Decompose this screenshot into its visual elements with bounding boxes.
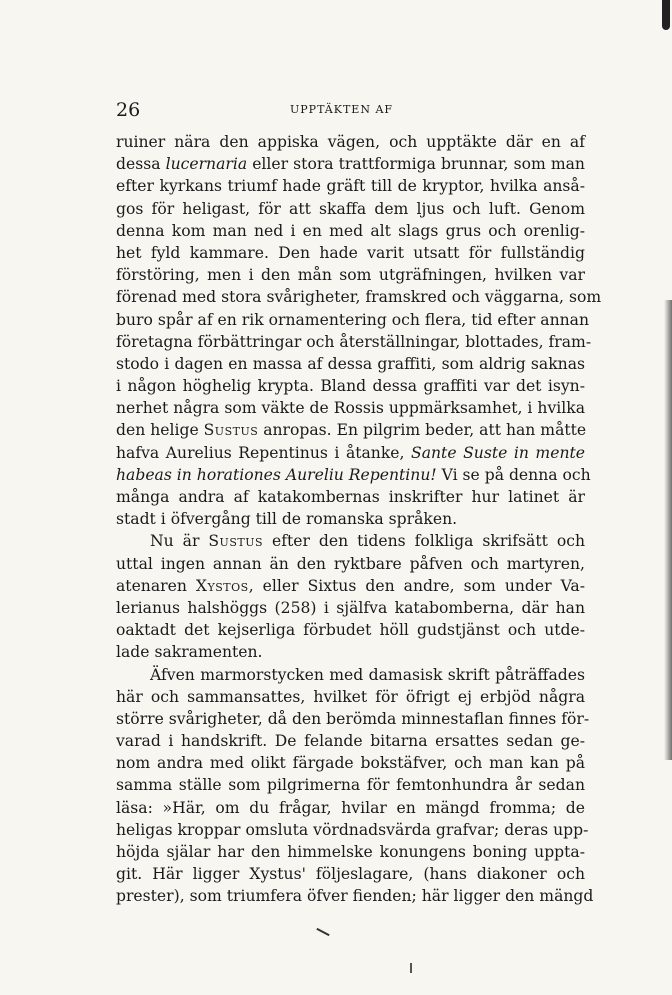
text-line <box>116 220 585 242</box>
text-line <box>116 774 585 796</box>
text-line <box>116 553 585 575</box>
small-caps-text: Sustus <box>203 421 259 440</box>
line-text: oaktadt det kejserliga förbudet höll gudstjänst och utde- <box>116 621 585 640</box>
italic-text: habeas in horationes Aureliu Repentinu! <box>116 465 437 484</box>
text-line <box>116 619 585 641</box>
scan-mark <box>410 963 412 973</box>
running-head: UPPTÄKTEN AF <box>290 103 394 116</box>
text-line <box>116 419 585 441</box>
text-line <box>116 508 585 530</box>
text-line <box>116 641 585 663</box>
italic-text: Sante Suste in mente <box>411 443 585 462</box>
line-text: företagna förbättringar och återställningar, blottades, fram- <box>116 332 592 351</box>
text-line <box>116 752 585 774</box>
line-text: många andra af katakombernas inskrifter hur latinet är <box>116 488 585 506</box>
small-caps-text: Sustus <box>208 532 264 551</box>
line-text: här och sammansattes, hvilket för öfrigt ej erbjöd några <box>116 687 585 706</box>
text-line <box>116 730 585 752</box>
text-line <box>116 264 585 286</box>
italic-text: lucernaria <box>165 155 248 174</box>
line-text: varad i handskrift. De felande bitarna ersattes sedan ge- <box>116 732 585 751</box>
text-line <box>116 841 585 863</box>
line-text: atenaren <box>116 576 196 595</box>
line-text: buro spår af en rik ornamentering och flera, tid efter annan <box>116 310 590 329</box>
line-text: läsa: »Här, om du frågar, hvilar en mängd fromma; de <box>116 798 585 817</box>
text-line <box>116 797 585 819</box>
line-text: stodo i dagen en massa af dessa graffiti, som aldrig saknas <box>116 354 585 373</box>
page-edge-shadow <box>664 300 672 760</box>
line-text: samma ställe som pilgrimerna för femtonhundra år sedan <box>116 776 585 795</box>
line-text: eller stora trattformiga brunnar, som man <box>247 155 585 174</box>
text-line <box>116 353 585 375</box>
line-text: efter kyrkans triumf hade gräft till de kryptor, hvilka anså- <box>116 177 585 196</box>
line-text: denna kom man ned i en med alt slags grus och orenlig- <box>116 221 585 240</box>
scan-mark <box>316 928 329 936</box>
text-line <box>116 686 585 708</box>
line-text: dessa <box>116 155 166 174</box>
line-text: nom andra med olikt färgade bokstäfver, och man kan på <box>116 754 585 773</box>
line-text: gos för heligast, för att skaffa dem ljus och luft. Genom <box>116 199 585 218</box>
text-line <box>116 863 585 885</box>
line-text: förstöring, men i den mån som utgräfningen, hvilken var <box>116 266 585 285</box>
text-line <box>116 198 585 220</box>
text-line <box>116 331 592 353</box>
text-line <box>116 375 585 397</box>
text-line <box>116 708 590 730</box>
text-line <box>116 664 585 686</box>
line-text: git. Här ligger Xystus' följeslagare, (hans diakoner och <box>116 865 585 884</box>
line-text: efter den tidens folkliga skrifsätt och <box>263 532 586 551</box>
page-number: 26 <box>116 99 141 121</box>
line-text: förenad med stora svårigheter, framskred och väggarna, som <box>116 288 602 307</box>
text-line <box>116 442 585 464</box>
text-line <box>116 131 585 153</box>
text-line <box>116 175 585 197</box>
line-text: större svårigheter, då den berömda minnestaflan finnes för- <box>116 709 590 728</box>
text-line <box>116 397 585 419</box>
line-text: i någon höghelig krypta. Bland dessa graffiti var det isyn- <box>116 377 585 396</box>
line-text: Nu är <box>150 532 209 551</box>
line-text: uttal ingen annan än den ryktbare påfven och martyren, <box>116 554 585 573</box>
body-text <box>116 131 602 908</box>
line-text: lerianus halshöggs (258) i själfva katabomberna, där han <box>116 598 585 617</box>
line-text: höjda själar har den himmelske konungens boning uppta- <box>116 843 585 861</box>
line-text: het fyld kammare. Den hade varit utsatt för fullständig <box>116 243 585 262</box>
line-text: stadt i öfvergång till de romanska språken. <box>116 510 458 529</box>
text-line <box>116 242 585 264</box>
line-text: den helige <box>116 421 204 440</box>
text-line <box>116 575 585 597</box>
line-text: heligas kroppar omsluta vördnadsvärda grafvar; deras upp- <box>116 820 589 839</box>
text-line <box>116 286 602 308</box>
page-edge-mark <box>662 0 670 30</box>
text-line <box>116 486 585 508</box>
line-text: lade sakramenten. <box>116 643 263 662</box>
line-text: Äfven marmorstycken med damasisk skrift påträffades <box>150 665 585 684</box>
small-caps-text: Xystos <box>195 576 249 595</box>
line-text: prester), som triumfera öfver fienden; här ligger den mängd <box>116 887 594 906</box>
text-line <box>116 597 585 619</box>
text-line <box>116 309 590 331</box>
text-line <box>116 885 594 907</box>
line-text: nerhet några som väkte de Rossis uppmärksamhet, i hvilka <box>116 399 585 418</box>
line-text: hafva Aurelius Repentinus i åtanke, <box>116 443 412 462</box>
line-text: Vi se på denna och <box>436 465 591 484</box>
line-text: anropas. En pilgrim beder, att han måtte <box>258 421 587 440</box>
line-text: , eller Sixtus den andre, som under Va- <box>248 576 585 595</box>
text-line <box>116 464 591 486</box>
text-line <box>116 819 589 841</box>
text-line <box>116 530 585 552</box>
line-text: ruiner nära den appiska vägen, och upptäkte där en af <box>116 133 585 151</box>
text-line <box>116 153 585 175</box>
